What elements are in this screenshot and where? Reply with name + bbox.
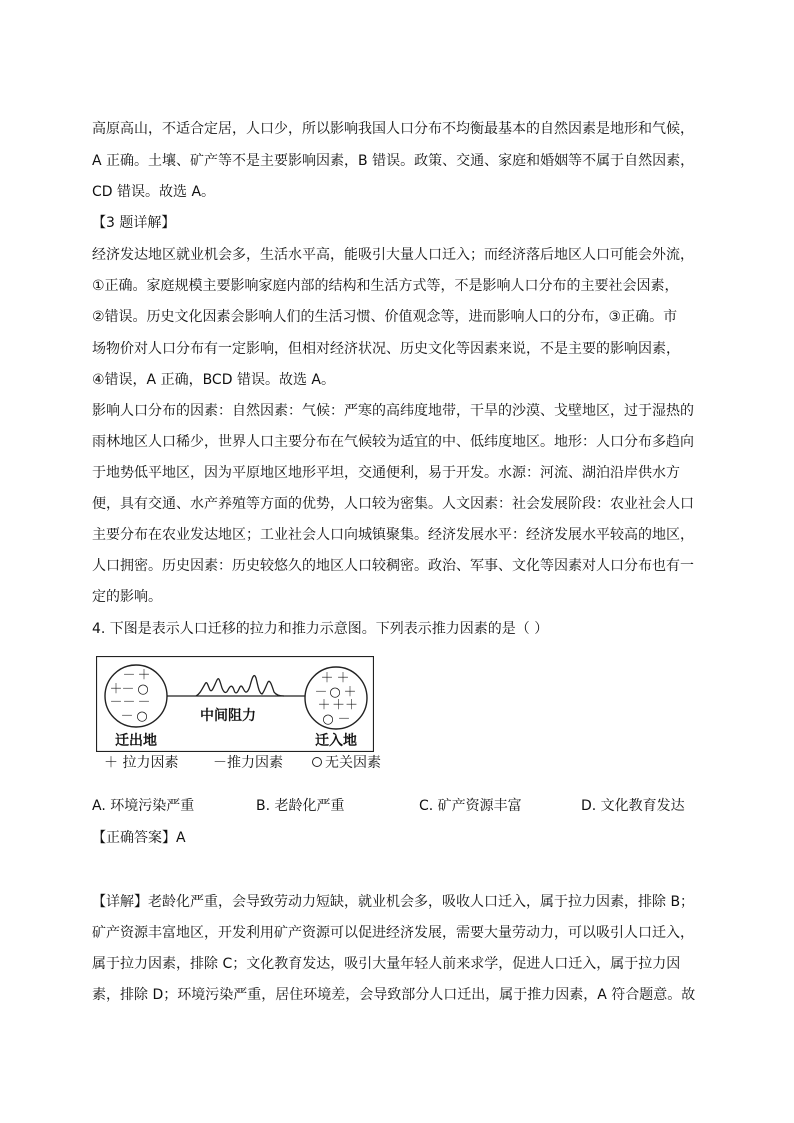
symbol: －	[122, 695, 136, 710]
symbol: －	[120, 709, 134, 724]
symbol: ○	[137, 682, 149, 697]
explanation-line: 素，排除 D；环境污染严重，居住环境差，会导致部分人口迁出，属于推力因素，A 符合题意。故	[92, 987, 696, 1003]
text-line: CD 错误。故选 A。	[92, 184, 216, 200]
text-line: 于地势低平地区，因为平原地区地形平坦，交通便利，易于开发。水源：河流、湖泊沿岸供水方	[92, 465, 680, 481]
question-stem: 4. 下图是表示人口迁移的拉力和推力示意图。下列表示推力因素的是（ ）	[92, 621, 549, 637]
symbol: －	[314, 685, 328, 700]
symbol: ＋	[109, 682, 123, 697]
symbol: ＋	[336, 671, 350, 686]
symbol: ＋	[343, 685, 357, 700]
correct-answer: 【正确答案】A	[92, 830, 186, 846]
legend-pull: ＋ 拉力因素	[104, 755, 179, 771]
text-line: 定的影响。	[92, 589, 162, 605]
text-line: ④错误，A 正确，BCD 错误。故选 A。	[92, 372, 335, 388]
symbol: ○	[322, 712, 334, 727]
text-line: ②错误。历史文化因素会影响人们的生活习惯、价值观念等，进而影响人口的分布，③正确。市	[92, 309, 678, 325]
explanation-line: 属于拉力因素，排除 C；文化教育发达，吸引大量年轻人前来求学，促进人口迁入，属于拉力因	[92, 956, 681, 972]
circle-icon	[312, 757, 322, 767]
symbol: －	[137, 695, 151, 710]
option-a[interactable]: A. 环境污染严重	[92, 798, 195, 814]
destination-label: 迁入地	[315, 733, 357, 749]
symbol: －	[337, 712, 351, 727]
explanation-line: 矿产资源丰富地区，开发利用矿产资源可以促进经济发展，需要大量劳动力，可以吸引人口迁入，	[92, 925, 694, 941]
symbol: ＋	[320, 671, 334, 686]
text-line: ①正确。家庭规模主要影响家庭内部的结构和生活方式等，不是影响人口分布的主要社会因素，	[92, 278, 679, 294]
origin-label: 迁出地	[115, 733, 157, 749]
option-b[interactable]: B. 老龄化严重	[256, 798, 345, 814]
explanation-line: 【详解】老龄化严重，会导致劳动力短缺，就业机会多，吸收人口迁入，属于拉力因素，排除 B；	[92, 894, 695, 910]
legend-unrelated	[312, 752, 381, 774]
symbol: －	[121, 682, 135, 697]
symbol: ○	[136, 709, 148, 724]
text-line: 便，具有交通、水产养殖等方面的优势，人口较为密集。人文因素：社会发展阶段：农业社会人口	[92, 496, 694, 512]
text-line: 人口拥密。历史因素：历史较悠久的地区人口较稠密。政治、军事、文化等因素对人口分布也有一	[92, 558, 694, 574]
text-line: 主要分布在农业发达地区；工业社会人口向城镇聚集。经济发展水平：经济发展水平较高的地区，	[92, 527, 694, 543]
text-line: 场物价对人口分布有一定影响，但相对经济状况、历史文化等因素来说，不是主要的影响因素，	[92, 341, 680, 357]
migration-diagram	[96, 656, 374, 752]
middle-resistance-label: 中间阻力	[200, 708, 256, 724]
symbol: ○	[329, 685, 341, 700]
symbol: ＋	[317, 698, 331, 713]
text-line: 经济发达地区就业机会多，生活水平高，能吸引大量人口迁入；而经济落后地区人口可能会外流，	[92, 247, 694, 263]
text-line: 雨林地区人口稀少，世界人口主要分布在气候较为适宜的中、低纬度地区。地形：人口分布多趋向	[92, 434, 694, 450]
symbol: ＋	[137, 668, 151, 683]
text-line: 影响人口分布的因素：自然因素：气候：严寒的高纬度地带，干旱的沙漠、戈壁地区，过于湿热的	[92, 403, 694, 419]
text-line: A 正确。土壤、矿产等不是主要影响因素，B 错误。政策、交通、家庭和婚姻等不属于自然因素，	[92, 153, 695, 169]
option-c[interactable]: C. 矿产资源丰富	[419, 798, 522, 814]
text-line: 高原高山，不适合定居，人口少，所以影响我国人口分布不均衡最基本的自然因素是地形和气候，	[92, 121, 694, 137]
legend-unrelated-label: 无关因素	[325, 755, 381, 771]
legend-push: －推力因素	[213, 755, 283, 771]
symbol: －	[109, 695, 123, 710]
option-d[interactable]: D. 文化教育发达	[581, 798, 685, 814]
symbol: －	[122, 668, 136, 683]
symbol: ＋＋	[331, 698, 359, 713]
section-heading: 【3 题详解】	[92, 215, 176, 231]
